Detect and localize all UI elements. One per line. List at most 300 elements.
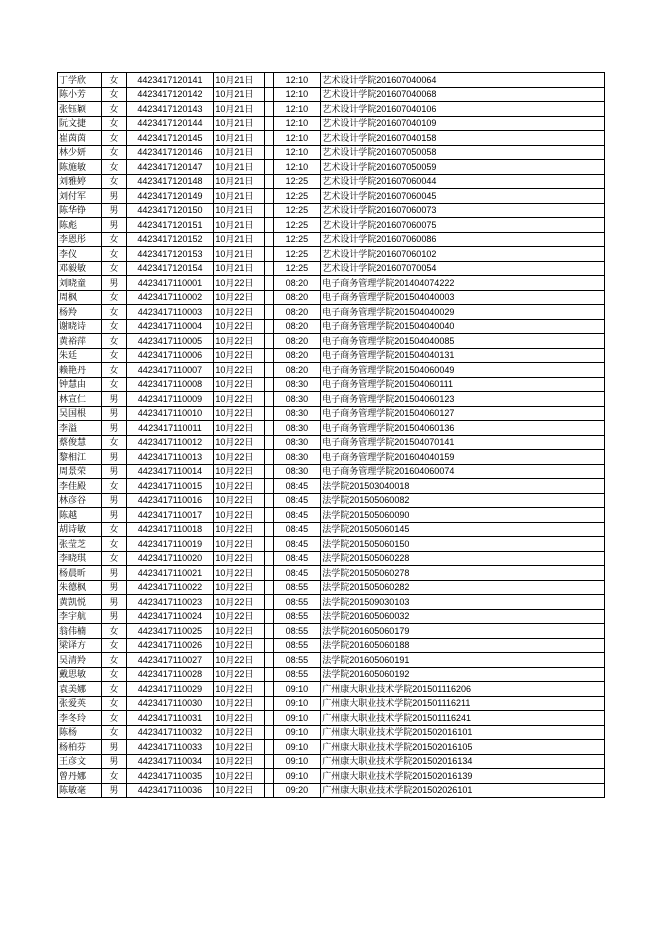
column-gap bbox=[264, 725, 273, 740]
student-id: 4423417120145 bbox=[126, 131, 214, 146]
student-sex: 男 bbox=[102, 740, 126, 755]
student-id: 4423417110004 bbox=[126, 319, 214, 334]
exam-date: 10月22日 bbox=[214, 421, 264, 436]
exam-date: 10月21日 bbox=[214, 232, 264, 247]
column-gap bbox=[264, 145, 273, 160]
table-row bbox=[58, 624, 605, 639]
student-id: 4423417110012 bbox=[126, 435, 214, 450]
student-sex: 女 bbox=[102, 522, 126, 537]
student-school: 法学院201505060282 bbox=[321, 580, 605, 595]
student-school: 电子商务管理学院201504060136 bbox=[321, 421, 605, 436]
table-row bbox=[58, 261, 605, 276]
column-gap bbox=[264, 638, 273, 653]
student-name: 袁美娜 bbox=[58, 682, 102, 697]
student-sex: 男 bbox=[102, 392, 126, 407]
table-row bbox=[58, 276, 605, 291]
exam-date: 10月21日 bbox=[214, 247, 264, 262]
student-school: 法学院201605060191 bbox=[321, 653, 605, 668]
column-gap bbox=[264, 421, 273, 436]
student-sex: 女 bbox=[102, 348, 126, 363]
student-id: 4423417110013 bbox=[126, 450, 214, 465]
student-school: 电子商务管理学院201604060074 bbox=[321, 464, 605, 479]
exam-date: 10月22日 bbox=[214, 769, 264, 784]
exam-date: 10月21日 bbox=[214, 189, 264, 204]
student-name: 李佳殿 bbox=[58, 479, 102, 494]
student-name: 杨柏芬 bbox=[58, 740, 102, 755]
table-row bbox=[58, 290, 605, 305]
column-gap bbox=[264, 682, 273, 697]
student-school: 艺术设计学院201607060102 bbox=[321, 247, 605, 262]
exam-date: 10月22日 bbox=[214, 696, 264, 711]
student-school: 广州康大职业技术学院201502026101 bbox=[321, 783, 605, 798]
student-school: 法学院201605060179 bbox=[321, 624, 605, 639]
student-sex: 女 bbox=[102, 711, 126, 726]
table-row bbox=[58, 87, 605, 102]
table-row bbox=[58, 392, 605, 407]
student-id: 4423417120148 bbox=[126, 174, 214, 189]
exam-date: 10月22日 bbox=[214, 348, 264, 363]
exam-time: 08:45 bbox=[273, 566, 321, 581]
student-sex: 女 bbox=[102, 87, 126, 102]
table-row bbox=[58, 711, 605, 726]
student-school: 电子商务管理学院201504040003 bbox=[321, 290, 605, 305]
exam-date: 10月21日 bbox=[214, 87, 264, 102]
column-gap bbox=[264, 261, 273, 276]
exam-date: 10月21日 bbox=[214, 145, 264, 160]
student-school: 法学院201505060145 bbox=[321, 522, 605, 537]
exam-date: 10月22日 bbox=[214, 479, 264, 494]
column-gap bbox=[264, 566, 273, 581]
student-sex: 女 bbox=[102, 638, 126, 653]
exam-date: 10月21日 bbox=[214, 261, 264, 276]
table-row bbox=[58, 508, 605, 523]
exam-time: 08:30 bbox=[273, 392, 321, 407]
exam-date: 10月22日 bbox=[214, 638, 264, 653]
table-row bbox=[58, 580, 605, 595]
table-row bbox=[58, 145, 605, 160]
column-gap bbox=[264, 319, 273, 334]
student-id: 4423417120153 bbox=[126, 247, 214, 262]
column-gap bbox=[264, 769, 273, 784]
table-row bbox=[58, 435, 605, 450]
student-name: 陈杨 bbox=[58, 725, 102, 740]
student-school: 艺术设计学院201607040158 bbox=[321, 131, 605, 146]
table-row bbox=[58, 406, 605, 421]
student-id: 4423417110031 bbox=[126, 711, 214, 726]
exam-time: 12:25 bbox=[273, 218, 321, 233]
column-gap bbox=[264, 711, 273, 726]
exam-time: 08:30 bbox=[273, 450, 321, 465]
exam-time: 08:20 bbox=[273, 348, 321, 363]
column-gap bbox=[264, 595, 273, 610]
student-name: 丁学欣 bbox=[58, 73, 102, 88]
exam-time: 08:55 bbox=[273, 653, 321, 668]
student-school: 法学院201505060150 bbox=[321, 537, 605, 552]
student-school: 法学院201605060192 bbox=[321, 667, 605, 682]
student-sex: 女 bbox=[102, 682, 126, 697]
student-id: 4423417110006 bbox=[126, 348, 214, 363]
student-school: 法学院201505060082 bbox=[321, 493, 605, 508]
student-id: 4423417110016 bbox=[126, 493, 214, 508]
exam-time: 08:55 bbox=[273, 609, 321, 624]
exam-date: 10月22日 bbox=[214, 740, 264, 755]
student-id: 4423417110027 bbox=[126, 653, 214, 668]
student-sex: 男 bbox=[102, 595, 126, 610]
column-gap bbox=[264, 508, 273, 523]
exam-date: 10月22日 bbox=[214, 276, 264, 291]
column-gap bbox=[264, 305, 273, 320]
student-name: 林少妍 bbox=[58, 145, 102, 160]
exam-time: 08:30 bbox=[273, 377, 321, 392]
table-row bbox=[58, 247, 605, 262]
exam-date: 10月22日 bbox=[214, 754, 264, 769]
student-sex: 女 bbox=[102, 174, 126, 189]
student-id: 4423417110020 bbox=[126, 551, 214, 566]
student-id: 4423417110022 bbox=[126, 580, 214, 595]
exam-time: 08:55 bbox=[273, 595, 321, 610]
column-gap bbox=[264, 116, 273, 131]
column-gap bbox=[264, 435, 273, 450]
table-row bbox=[58, 783, 605, 798]
table-row bbox=[58, 551, 605, 566]
student-name: 李冬玲 bbox=[58, 711, 102, 726]
student-id: 4423417120144 bbox=[126, 116, 214, 131]
table-row bbox=[58, 218, 605, 233]
student-sex: 女 bbox=[102, 725, 126, 740]
student-name: 谢晓诗 bbox=[58, 319, 102, 334]
student-name: 梁译方 bbox=[58, 638, 102, 653]
student-sex: 男 bbox=[102, 406, 126, 421]
exam-date: 10月22日 bbox=[214, 493, 264, 508]
student-sex: 女 bbox=[102, 479, 126, 494]
exam-time: 08:20 bbox=[273, 276, 321, 291]
student-name: 赖艳丹 bbox=[58, 363, 102, 378]
exam-time: 08:30 bbox=[273, 435, 321, 450]
table-row bbox=[58, 305, 605, 320]
exam-date: 10月22日 bbox=[214, 392, 264, 407]
student-school: 广州康大职业技术学院201501116241 bbox=[321, 711, 605, 726]
column-gap bbox=[264, 580, 273, 595]
student-sex: 男 bbox=[102, 218, 126, 233]
exam-date: 10月22日 bbox=[214, 624, 264, 639]
exam-date: 10月22日 bbox=[214, 725, 264, 740]
exam-date: 10月21日 bbox=[214, 174, 264, 189]
student-name: 朱廷 bbox=[58, 348, 102, 363]
column-gap bbox=[264, 740, 273, 755]
student-sex: 女 bbox=[102, 319, 126, 334]
column-gap bbox=[264, 392, 273, 407]
column-gap bbox=[264, 87, 273, 102]
student-sex: 女 bbox=[102, 696, 126, 711]
student-school: 法学院201605060032 bbox=[321, 609, 605, 624]
student-id: 4423417120142 bbox=[126, 87, 214, 102]
exam-date: 10月22日 bbox=[214, 363, 264, 378]
student-id: 4423417110009 bbox=[126, 392, 214, 407]
table-row bbox=[58, 667, 605, 682]
exam-time: 08:20 bbox=[273, 334, 321, 349]
table-row bbox=[58, 682, 605, 697]
student-school: 法学院201505060228 bbox=[321, 551, 605, 566]
roster-sheet bbox=[57, 72, 605, 798]
student-sex: 男 bbox=[102, 450, 126, 465]
student-id: 4423417110028 bbox=[126, 667, 214, 682]
student-name: 张爱英 bbox=[58, 696, 102, 711]
exam-time: 08:55 bbox=[273, 580, 321, 595]
student-id: 4423417110023 bbox=[126, 595, 214, 610]
student-school: 电子商务管理学院201504060127 bbox=[321, 406, 605, 421]
student-name: 杨羚 bbox=[58, 305, 102, 320]
student-id: 4423417120154 bbox=[126, 261, 214, 276]
column-gap bbox=[264, 609, 273, 624]
exam-date: 10月22日 bbox=[214, 406, 264, 421]
exam-time: 08:30 bbox=[273, 464, 321, 479]
table-row bbox=[58, 319, 605, 334]
student-name: 李晓琪 bbox=[58, 551, 102, 566]
table-row bbox=[58, 102, 605, 117]
student-school: 电子商务管理学院201404074222 bbox=[321, 276, 605, 291]
student-school: 电子商务管理学院201604040159 bbox=[321, 450, 605, 465]
student-sex: 女 bbox=[102, 769, 126, 784]
exam-date: 10月22日 bbox=[214, 450, 264, 465]
student-name: 吴国根 bbox=[58, 406, 102, 421]
student-id: 4423417110015 bbox=[126, 479, 214, 494]
table-row bbox=[58, 522, 605, 537]
student-id: 4423417110025 bbox=[126, 624, 214, 639]
student-name: 陈小芳 bbox=[58, 87, 102, 102]
student-school: 广州康大职业技术学院201502016101 bbox=[321, 725, 605, 740]
exam-time: 12:10 bbox=[273, 160, 321, 175]
table-row bbox=[58, 334, 605, 349]
exam-time: 08:45 bbox=[273, 522, 321, 537]
student-school: 广州康大职业技术学院201501116211 bbox=[321, 696, 605, 711]
column-gap bbox=[264, 363, 273, 378]
column-gap bbox=[264, 450, 273, 465]
student-id: 4423417110032 bbox=[126, 725, 214, 740]
exam-time: 09:10 bbox=[273, 754, 321, 769]
table-row bbox=[58, 725, 605, 740]
exam-time: 08:45 bbox=[273, 537, 321, 552]
student-school: 法学院201505060090 bbox=[321, 508, 605, 523]
exam-date: 10月21日 bbox=[214, 218, 264, 233]
table-row bbox=[58, 450, 605, 465]
student-id: 4423417110005 bbox=[126, 334, 214, 349]
student-school: 电子商务管理学院201504040085 bbox=[321, 334, 605, 349]
student-name: 陈施敏 bbox=[58, 160, 102, 175]
student-name: 崔茵茵 bbox=[58, 131, 102, 146]
table-row bbox=[58, 232, 605, 247]
exam-date: 10月22日 bbox=[214, 711, 264, 726]
student-id: 4423417110007 bbox=[126, 363, 214, 378]
student-name: 蔡俊慧 bbox=[58, 435, 102, 450]
student-name: 戴思敏 bbox=[58, 667, 102, 682]
student-sex: 女 bbox=[102, 363, 126, 378]
exam-time: 09:10 bbox=[273, 740, 321, 755]
student-sex: 男 bbox=[102, 508, 126, 523]
student-school: 电子商务管理学院201504040029 bbox=[321, 305, 605, 320]
student-school: 广州康大职业技术学院201502016105 bbox=[321, 740, 605, 755]
student-sex: 男 bbox=[102, 754, 126, 769]
student-id: 4423417110019 bbox=[126, 537, 214, 552]
student-name: 邓毅敏 bbox=[58, 261, 102, 276]
student-school: 法学院201605060188 bbox=[321, 638, 605, 653]
student-name: 林宣仁 bbox=[58, 392, 102, 407]
table-row bbox=[58, 653, 605, 668]
table-row bbox=[58, 203, 605, 218]
column-gap bbox=[264, 667, 273, 682]
student-school: 法学院201503040018 bbox=[321, 479, 605, 494]
student-id: 4423417120146 bbox=[126, 145, 214, 160]
student-name: 黎相江 bbox=[58, 450, 102, 465]
student-name: 张莹芝 bbox=[58, 537, 102, 552]
exam-date: 10月22日 bbox=[214, 464, 264, 479]
student-school: 广州康大职业技术学院201502016134 bbox=[321, 754, 605, 769]
table-row bbox=[58, 160, 605, 175]
column-gap bbox=[264, 102, 273, 117]
exam-time: 12:25 bbox=[273, 232, 321, 247]
table-row bbox=[58, 696, 605, 711]
table-row bbox=[58, 769, 605, 784]
student-school: 电子商务管理学院201504060123 bbox=[321, 392, 605, 407]
student-id: 4423417110024 bbox=[126, 609, 214, 624]
exam-time: 12:10 bbox=[273, 116, 321, 131]
student-school: 艺术设计学院201607040106 bbox=[321, 102, 605, 117]
student-name: 阮文捷 bbox=[58, 116, 102, 131]
exam-date: 10月22日 bbox=[214, 551, 264, 566]
student-sex: 女 bbox=[102, 551, 126, 566]
exam-time: 08:45 bbox=[273, 508, 321, 523]
student-school: 电子商务管理学院201504040131 bbox=[321, 348, 605, 363]
table-row bbox=[58, 131, 605, 146]
student-name: 刘付军 bbox=[58, 189, 102, 204]
exam-date: 10月21日 bbox=[214, 203, 264, 218]
student-sex: 女 bbox=[102, 305, 126, 320]
exam-date: 10月22日 bbox=[214, 566, 264, 581]
exam-time: 08:45 bbox=[273, 493, 321, 508]
student-school: 艺术设计学院201607060045 bbox=[321, 189, 605, 204]
student-sex: 女 bbox=[102, 435, 126, 450]
column-gap bbox=[264, 290, 273, 305]
student-sex: 男 bbox=[102, 276, 126, 291]
student-id: 4423417120150 bbox=[126, 203, 214, 218]
exam-time: 12:25 bbox=[273, 174, 321, 189]
student-id: 4423417120143 bbox=[126, 102, 214, 117]
student-name: 张钰颖 bbox=[58, 102, 102, 117]
student-id: 4423417110014 bbox=[126, 464, 214, 479]
exam-date: 10月22日 bbox=[214, 305, 264, 320]
column-gap bbox=[264, 131, 273, 146]
student-id: 4423417110011 bbox=[126, 421, 214, 436]
student-sex: 女 bbox=[102, 261, 126, 276]
student-name: 李仪 bbox=[58, 247, 102, 262]
student-id: 4423417110008 bbox=[126, 377, 214, 392]
student-id: 4423417120149 bbox=[126, 189, 214, 204]
student-sex: 女 bbox=[102, 290, 126, 305]
exam-time: 08:55 bbox=[273, 638, 321, 653]
exam-time: 12:25 bbox=[273, 247, 321, 262]
student-id: 4423417110035 bbox=[126, 769, 214, 784]
table-row bbox=[58, 73, 605, 88]
table-row bbox=[58, 174, 605, 189]
exam-date: 10月22日 bbox=[214, 595, 264, 610]
table-row bbox=[58, 754, 605, 769]
table-row bbox=[58, 537, 605, 552]
column-gap bbox=[264, 551, 273, 566]
exam-time: 09:10 bbox=[273, 711, 321, 726]
exam-date: 10月22日 bbox=[214, 783, 264, 798]
student-name: 李恩彤 bbox=[58, 232, 102, 247]
table-row bbox=[58, 493, 605, 508]
column-gap bbox=[264, 522, 273, 537]
column-gap bbox=[264, 232, 273, 247]
student-name: 陈华铮 bbox=[58, 203, 102, 218]
student-name: 黄裕萍 bbox=[58, 334, 102, 349]
student-sex: 男 bbox=[102, 609, 126, 624]
exam-date: 10月22日 bbox=[214, 334, 264, 349]
student-school: 艺术设计学院201607040109 bbox=[321, 116, 605, 131]
exam-date: 10月22日 bbox=[214, 682, 264, 697]
student-school: 艺术设计学院201607060075 bbox=[321, 218, 605, 233]
exam-date: 10月22日 bbox=[214, 609, 264, 624]
student-id: 4423417120151 bbox=[126, 218, 214, 233]
exam-date: 10月22日 bbox=[214, 290, 264, 305]
exam-time: 12:10 bbox=[273, 87, 321, 102]
student-sex: 女 bbox=[102, 160, 126, 175]
exam-date: 10月21日 bbox=[214, 160, 264, 175]
student-name: 杨晨昕 bbox=[58, 566, 102, 581]
exam-time: 08:20 bbox=[273, 305, 321, 320]
student-name: 陈敏毫 bbox=[58, 783, 102, 798]
exam-time: 12:10 bbox=[273, 131, 321, 146]
student-name: 王彦文 bbox=[58, 754, 102, 769]
student-sex: 女 bbox=[102, 377, 126, 392]
student-school: 艺术设计学院201607070054 bbox=[321, 261, 605, 276]
student-school: 艺术设计学院201607060044 bbox=[321, 174, 605, 189]
column-gap bbox=[264, 73, 273, 88]
student-school: 艺术设计学院201607040068 bbox=[321, 87, 605, 102]
column-gap bbox=[264, 406, 273, 421]
student-name: 钟慧由 bbox=[58, 377, 102, 392]
column-gap bbox=[264, 696, 273, 711]
student-sex: 女 bbox=[102, 131, 126, 146]
exam-date: 10月22日 bbox=[214, 537, 264, 552]
column-gap bbox=[264, 174, 273, 189]
student-id: 4423417110002 bbox=[126, 290, 214, 305]
roster-table-body bbox=[58, 73, 605, 798]
exam-time: 08:55 bbox=[273, 667, 321, 682]
exam-date: 10月22日 bbox=[214, 377, 264, 392]
exam-date: 10月22日 bbox=[214, 508, 264, 523]
exam-date: 10月21日 bbox=[214, 116, 264, 131]
exam-date: 10月21日 bbox=[214, 102, 264, 117]
student-sex: 男 bbox=[102, 493, 126, 508]
student-school: 法学院201505060278 bbox=[321, 566, 605, 581]
exam-time: 12:10 bbox=[273, 102, 321, 117]
student-id: 4423417120152 bbox=[126, 232, 214, 247]
student-id: 4423417120147 bbox=[126, 160, 214, 175]
student-sex: 男 bbox=[102, 421, 126, 436]
exam-time: 12:10 bbox=[273, 145, 321, 160]
student-name: 李溢 bbox=[58, 421, 102, 436]
student-name: 吴清羚 bbox=[58, 653, 102, 668]
exam-date: 10月21日 bbox=[214, 73, 264, 88]
exam-time: 08:55 bbox=[273, 624, 321, 639]
student-id: 4423417110029 bbox=[126, 682, 214, 697]
student-id: 4423417110030 bbox=[126, 696, 214, 711]
column-gap bbox=[264, 624, 273, 639]
exam-time: 09:10 bbox=[273, 769, 321, 784]
exam-time: 08:20 bbox=[273, 290, 321, 305]
table-row bbox=[58, 609, 605, 624]
